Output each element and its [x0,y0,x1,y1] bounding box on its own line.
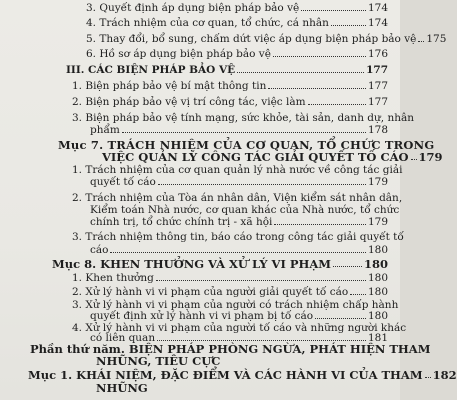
dot-leader [156,280,366,281]
toc-page-number: 176 [367,48,388,61]
toc-entry-label: VIỆC QUẢN LÝ CÔNG TÁC GIẢI QUYẾT TỐ CÁO [102,150,409,165]
toc-entry-label: 3. Xử lý hành vi vi phạm của người có trách nhiệm chấp hành [72,298,399,311]
toc-entry [72,286,388,298]
toc-page-number: 180 [367,243,388,256]
toc-entry [72,80,388,92]
toc-entry-label: 6. Hồ sơ áp dụng biện pháp bảo vệ [86,48,271,61]
dot-leader [158,184,366,185]
toc-entry-label: Kiểm toán Nhà nước, cơ quan khác của Nhà nước, tổ chức [90,203,400,216]
toc-entry-label: III. CÁC BIỆN PHÁP BẢO VỆ [66,64,236,77]
toc-entry [86,2,388,14]
toc-entry-label: Mục 8. KHEN THƯỞNG VÀ XỬ LÝ VI PHẠM [52,256,331,271]
dot-leader [274,224,366,225]
toc-entry-label: 1. Khen thưởng [72,271,154,284]
dot-leader [411,159,417,160]
toc-page-number: 179 [418,150,443,165]
dot-leader [273,56,366,57]
toc-entry [90,310,388,322]
toc-page-number: 179 [367,216,388,229]
dot-leader [331,25,366,26]
toc-chapter-heading [28,368,457,383]
toc-entry-label: chính trị, tổ chức chính trị - xã hội [90,216,273,229]
toc-page-number: 180 [367,310,388,323]
toc-section-heading [66,64,388,76]
toc-chapter-heading [102,150,443,165]
toc-entry [72,272,388,284]
dot-leader [333,266,362,267]
toc-entry-label: 1. Trách nhiệm của cơ quan quản lý nhà nước về công tác giải [72,163,403,176]
toc-entry [90,176,388,188]
toc-entry-label: 2. Trách nhiệm của Tòa án nhân dân, Viện kiểm sát nhân dân, [72,191,403,204]
toc-page-number: 174 [367,16,388,29]
dot-leader [268,88,366,89]
toc-page-number: 181 [367,332,388,345]
toc-chapter-heading: Mục 7. TRÁCH NHIỆM CỦA CƠ QUAN, TỔ CHỨC TRONG [58,137,435,152]
toc-entry [86,48,388,60]
toc-entry-label: 4. Trách nhiệm của cơ quan, tổ chức, cá nhân [86,16,329,29]
toc-entry [90,216,388,228]
toc-page-number: 175 [426,32,447,45]
toc-entry-label: 2. Xử lý hành vi vi phạm của người giải quyết tố cáo [72,285,349,298]
dot-leader [315,318,366,319]
toc-entry [86,32,447,45]
toc-chapter-heading: NHŨNG [96,380,148,395]
toc-entry [86,17,388,29]
toc-entry-label: 2. Biện pháp bảo vệ vị trí công tác, việc làm [72,95,306,108]
toc-entry-label: phẩm [90,123,120,136]
toc-page-number: 178 [367,123,388,136]
toc-entry [72,96,388,108]
toc-part-heading: Phần thứ năm. BIỆN PHÁP PHÒNG NGỪA, PHÁT HIỆN THAM [30,341,431,356]
toc-page-number: 174 [367,1,388,14]
toc-part-heading: NHŨNG, TIÊU CỰC [96,354,221,369]
toc-page-number: 179 [367,175,388,188]
toc-entry-label: 3. Biện pháp bảo vệ tính mạng, sức khỏe, tài sản, danh dự, nhân [72,111,415,124]
toc-entry-label: cáo [90,243,109,256]
toc-chapter-heading [52,258,388,270]
toc-page-number: 180 [367,285,388,298]
toc-entry [90,244,388,256]
toc-entry-label: có liên quan [90,332,156,345]
dot-leader [110,252,365,253]
dot-leader [418,41,424,42]
toc-entry-label: Mục 1. KHÁI NIỆM, ĐẶC ĐIỂM VÀ CÁC HÀNH VI CỦA THAM [28,368,423,383]
toc-page-number: 180 [367,271,388,284]
dot-leader [237,72,364,73]
toc-entry-label: quyết định xử lý hành vi vi phạm bị tố cáo [90,310,314,323]
toc-page-number: 182 [432,368,457,383]
dot-leader [350,294,366,295]
toc-entry-label: quyết tố cáo [90,175,156,188]
toc-entry-label: 1. Biện pháp bảo vệ bí mật thông tin [72,80,267,92]
toc-page-number: 180 [363,256,388,271]
toc-entry-label: 3. Trách nhiệm thông tin, báo cáo trong công tác giải quyết tố [72,231,404,244]
toc-page-number: 177 [366,64,388,77]
dot-leader [122,132,366,133]
dot-leader [301,10,366,11]
dot-leader [425,377,431,378]
toc-page-number: 177 [367,95,388,108]
toc-entry-label: 3. Quyết định áp dụng biện pháp bảo vệ [86,1,300,14]
toc-entry [90,124,388,136]
toc-entry-label: 4. Xử lý hành vi vi phạm của người tố cáo và những người khác [72,321,407,334]
toc-page-number: 177 [367,80,388,92]
dot-leader [308,104,366,105]
toc-entry-label: 5. Thay đổi, bổ sung, chấm dứt việc áp dụng biện pháp bảo vệ [86,32,417,45]
